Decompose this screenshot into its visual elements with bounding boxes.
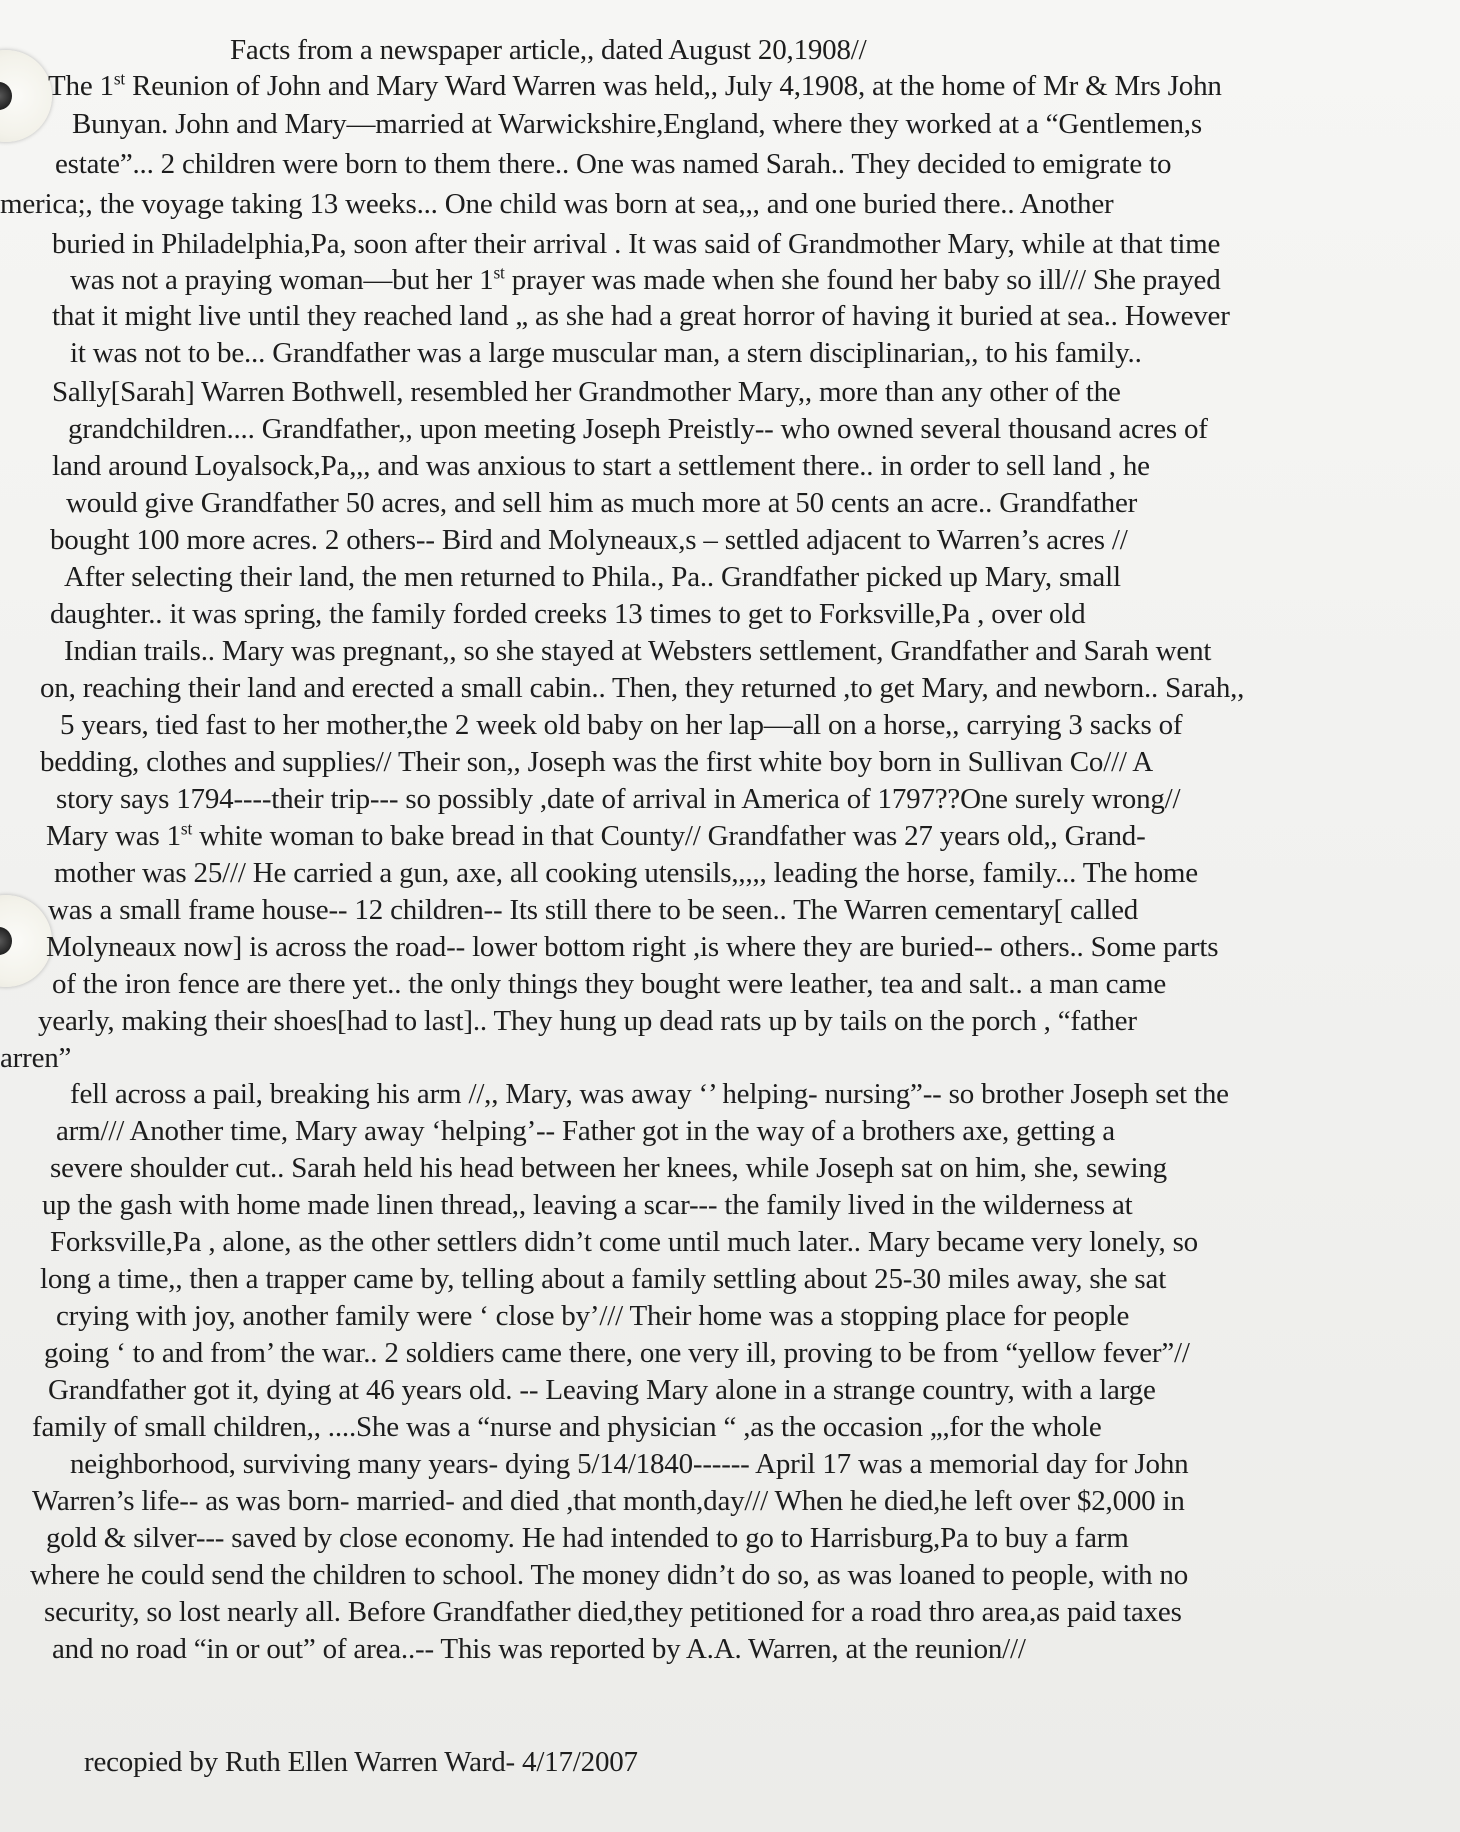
text-line: family of small children,, ....She was a “nurse and physician “ ,as the occasion „,for the whole bbox=[32, 1411, 1102, 1443]
text-line: up the gash with home made linen thread,, leaving a scar--- the family lived in the wilderness at bbox=[42, 1189, 1133, 1221]
text-line: was not a praying woman—but her 1st prayer was made when she found her baby so ill/// She prayed bbox=[70, 262, 1221, 296]
text-line: gold & silver--- saved by close economy. He had intended to go to Harrisburg,Pa to buy a farm bbox=[46, 1522, 1129, 1554]
text-line: crying with joy, another family were ‘ close by’/// Their home was a stopping place for people bbox=[56, 1300, 1130, 1332]
text-line: Forksville,Pa , alone, as the other settlers didn’t come until much later.. Mary became very lonely, so bbox=[50, 1226, 1198, 1258]
text-line: bought 100 more acres. 2 others-- Bird and Molyneaux,s – settled adjacent to Warren’s acres // bbox=[50, 524, 1128, 556]
signature-line: recopied by Ruth Ellen Warren Ward- 4/17/2007 bbox=[84, 1746, 638, 1778]
text-line: fell across a pail, breaking his arm //,, Mary, was away ‘’ helping- nursing”-- so brother Joseph set the bbox=[70, 1078, 1229, 1110]
text-line: mother was 25/// He carried a gun, axe, all cooking utensils,,,,, leading the horse, family... The home bbox=[54, 857, 1198, 889]
text-line: that it might live until they reached land „ as she had a great horror of having it buried at sea.. However bbox=[52, 300, 1230, 332]
text-line: and no road “in or out” of area..-- This was reported by A.A. Warren, at the reunion/// bbox=[52, 1633, 1026, 1665]
text-line: of the iron fence are there yet.. the only things they bought were leather, tea and salt.. a man came bbox=[52, 968, 1167, 1000]
text-line: would give Grandfather 50 acres, and sell him as much more at 50 cents an acre.. Grandfather bbox=[66, 487, 1138, 519]
text-line: buried in Philadelphia,Pa, soon after their arrival . It was said of Grandmother Mary, while at that time bbox=[52, 228, 1221, 260]
text-line: Warren’s life-- as was born- married- and died ,that month,day/// When he died,he left over $2,000 in bbox=[32, 1485, 1185, 1517]
text-line: arm/// Another time, Mary away ‘helping’-- Father got in the way of a brothers axe, getting a bbox=[56, 1115, 1115, 1147]
text-line: yearly, making their shoes[had to last].. They hung up dead rats up by tails on the porch , “father bbox=[38, 1005, 1137, 1037]
text-line: long a time,, then a trapper came by, telling about a family settling about 25-30 miles away, she sat bbox=[40, 1263, 1167, 1295]
text-line: where he could send the children to school. The money didn’t do so, as was loaned to people, with no bbox=[30, 1559, 1189, 1591]
text-line: estate”... 2 children were born to them there.. One was named Sarah.. They decided to emigrate to bbox=[55, 148, 1172, 180]
text-line: land around Loyalsock,Pa,,, and was anxious to start a settlement there.. in order to sell land , he bbox=[52, 450, 1150, 482]
document-title: Facts from a newspaper article,, dated August 20,1908// bbox=[230, 34, 867, 66]
text-line: Mary was 1st white woman to bake bread in that County// Grandfather was 27 years old,, Grand- bbox=[46, 818, 1146, 852]
punch-hole-middle bbox=[0, 895, 52, 987]
text-line: story says 1794----their trip--- so possibly ,date of arrival in America of 1797??One surely wrong// bbox=[56, 783, 1181, 815]
text-line: going ‘ to and from’ the war.. 2 soldiers came there, one very ill, proving to be from “yellow fever”// bbox=[44, 1337, 1190, 1369]
text-line: was a small frame house-- 12 children-- Its still there to be seen.. The Warren cementary[ called bbox=[48, 894, 1139, 926]
text-line: it was not to be... Grandfather was a large muscular man, a stern disciplinarian,, to his family.. bbox=[70, 337, 1142, 369]
text-line: Indian trails.. Mary was pregnant,, so she stayed at Websters settlement, Grandfather and Sarah went bbox=[64, 635, 1212, 667]
text-line: Bunyan. John and Mary—married at Warwickshire,England, where they worked at a “Gentlemen,s bbox=[72, 108, 1202, 140]
text-line: bedding, clothes and supplies// Their son,, Joseph was the first white boy born in Sullivan Co/// A bbox=[40, 746, 1153, 778]
text-line: daughter.. it was spring, the family forded creeks 13 times to get to Forksville,Pa , over old bbox=[50, 598, 1086, 630]
text-line: After selecting their land, the men returned to Phila., Pa.. Grandfather picked up Mary, small bbox=[64, 561, 1121, 593]
text-line: Molyneaux now] is across the road-- lower bottom right ,is where they are buried-- others.. Some parts bbox=[46, 931, 1219, 963]
text-line: Grandfather got it, dying at 46 years old. -- Leaving Mary alone in a strange country, with a large bbox=[48, 1374, 1156, 1406]
text-line: security, so lost nearly all. Before Grandfather died,they petitioned for a road thro area,as paid taxes bbox=[44, 1596, 1182, 1628]
text-line: on, reaching their land and erected a small cabin.. Then, they returned ,to get Mary, and newborn.. Sarah,, bbox=[40, 672, 1245, 704]
text-line: grandchildren.... Grandfather,, upon meeting Joseph Preistly-- who owned several thousand acres of bbox=[68, 413, 1208, 445]
text-line: severe shoulder cut.. Sarah held his head between her knees, while Joseph sat on him, she, sewing bbox=[50, 1152, 1167, 1184]
text-line: Sally[Sarah] Warren Bothwell, resembled her Grandmother Mary,, more than any other of the bbox=[52, 376, 1121, 408]
text-line: neighborhood, surviving many years- dying 5/14/1840------ April 17 was a memorial day for John bbox=[70, 1448, 1189, 1480]
text-line: The 1st Reunion of John and Mary Ward Warren was held,, July 4,1908, at the home of Mr & Mrs John bbox=[48, 68, 1222, 102]
text-line: arren” bbox=[0, 1042, 72, 1074]
text-line: merica;, the voyage taking 13 weeks... One child was born at sea,,, and one buried there.. Another bbox=[0, 188, 1114, 220]
punch-hole-top bbox=[0, 50, 52, 142]
text-line: 5 years, tied fast to her mother,the 2 week old baby on her lap—all on a horse,, carrying 3 sacks of bbox=[60, 709, 1183, 741]
